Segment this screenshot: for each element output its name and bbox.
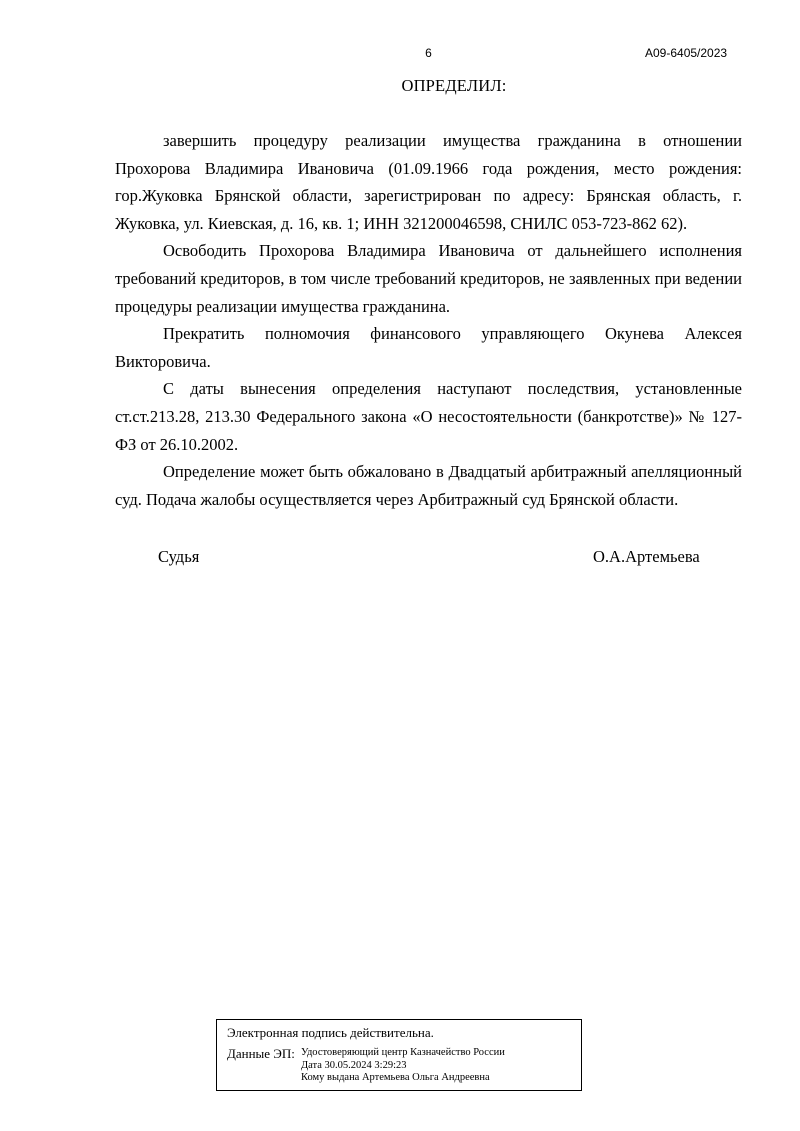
page-number: 6 [425, 46, 432, 60]
paragraph-release-from-obligations: Освободить Прохорова Владимира Ивановича от дальнейшего исполнения требований кредиторов, в том числе требований кредиторов, не заявленных при ведении процедуры реализации имущества гражданина. [115, 241, 742, 316]
e-signature-issued-to: Кому выдана Артемьева Ольга Андреевна [301, 1072, 490, 1083]
e-signature-details [301, 1047, 505, 1085]
ruling-body [115, 127, 742, 513]
e-signature-data-row [227, 1047, 571, 1085]
electronic-signature-stamp [216, 1019, 582, 1091]
case-number: А09-6405/2023 [645, 46, 728, 60]
paragraph-appeal: Определение может быть обжаловано в Двадцатый арбитражный апелляционный суд. Подача жалобы осуществляется через Арбитражный суд Брянской области. [115, 462, 742, 509]
e-signature-issuer: Удостоверяющий центр Казначейство России [301, 1047, 505, 1058]
paragraph-consequences: С даты вынесения определения наступают последствия, установленные ст.ст.213.28, 213.30 Федерального закона «О несостоятельности (банкротстве)» № 127-ФЗ от 26.10.2002. [115, 379, 742, 454]
e-signature-label: Данные ЭП: [227, 1046, 295, 1061]
e-signature-title: Электронная подпись действительна. [227, 1025, 434, 1040]
paragraph-terminate-powers: Прекратить полномочия финансового управляющего Окунева Алексея Викторовича. [115, 324, 742, 371]
judge-role: Судья [158, 547, 200, 566]
ruling-heading: ОПРЕДЕЛИЛ: [401, 76, 507, 95]
judge-name: О.А.Артемьева [593, 547, 700, 566]
paragraph-complete-procedure: завершить процедуру реализации имущества гражданина в отношении Прохорова Владимира Ивановича (01.09.1966 года рождения, место рождения: гор.Жуковка Брянской области, зарегистрирован по адресу: Брянская область, г. Жуковка, ул. Киевская, д. 16, кв. 1; ИНН 321200046598, СНИЛС 053-723-862 62). [115, 131, 742, 233]
e-signature-date: Дата 30.05.2024 3:29:23 [301, 1059, 407, 1071]
